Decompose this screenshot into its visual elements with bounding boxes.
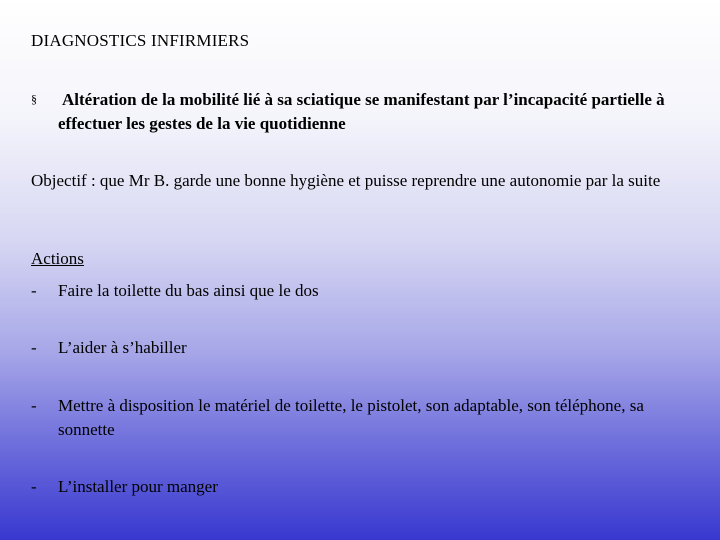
dash-bullet: -: [31, 396, 37, 415]
diagnosis-text: Altération de la mobilité lié à sa sciatique se manifestant par l’incapacité partielle à effectuer les gestes de la vie quotidienne: [58, 90, 665, 133]
dash-bullet: -: [31, 477, 37, 496]
action-item: [31, 279, 691, 303]
action-text: L’installer pour manger: [58, 477, 218, 496]
action-item: [31, 394, 691, 442]
actions-heading: Actions: [31, 249, 84, 268]
action-text: L’aider à s’habiller: [58, 338, 187, 357]
section-bullet-icon: §: [31, 92, 37, 106]
action-item: [31, 475, 691, 499]
slide-title: DIAGNOSTICS INFIRMIERS: [31, 31, 250, 50]
action-text: Faire la toilette du bas ainsi que le dos: [58, 281, 319, 300]
objective-text: Objectif : que Mr B. garde une bonne hygiène et puisse reprendre une autonomie par la suite: [31, 171, 661, 190]
action-item: [31, 336, 691, 360]
dash-bullet: -: [31, 281, 37, 300]
action-text: Mettre à disposition le matériel de toilette, le pistolet, son adaptable, son téléphone, sa sonnette: [58, 396, 644, 439]
dash-bullet: -: [31, 338, 37, 357]
diagnosis-bullet: [31, 88, 701, 136]
